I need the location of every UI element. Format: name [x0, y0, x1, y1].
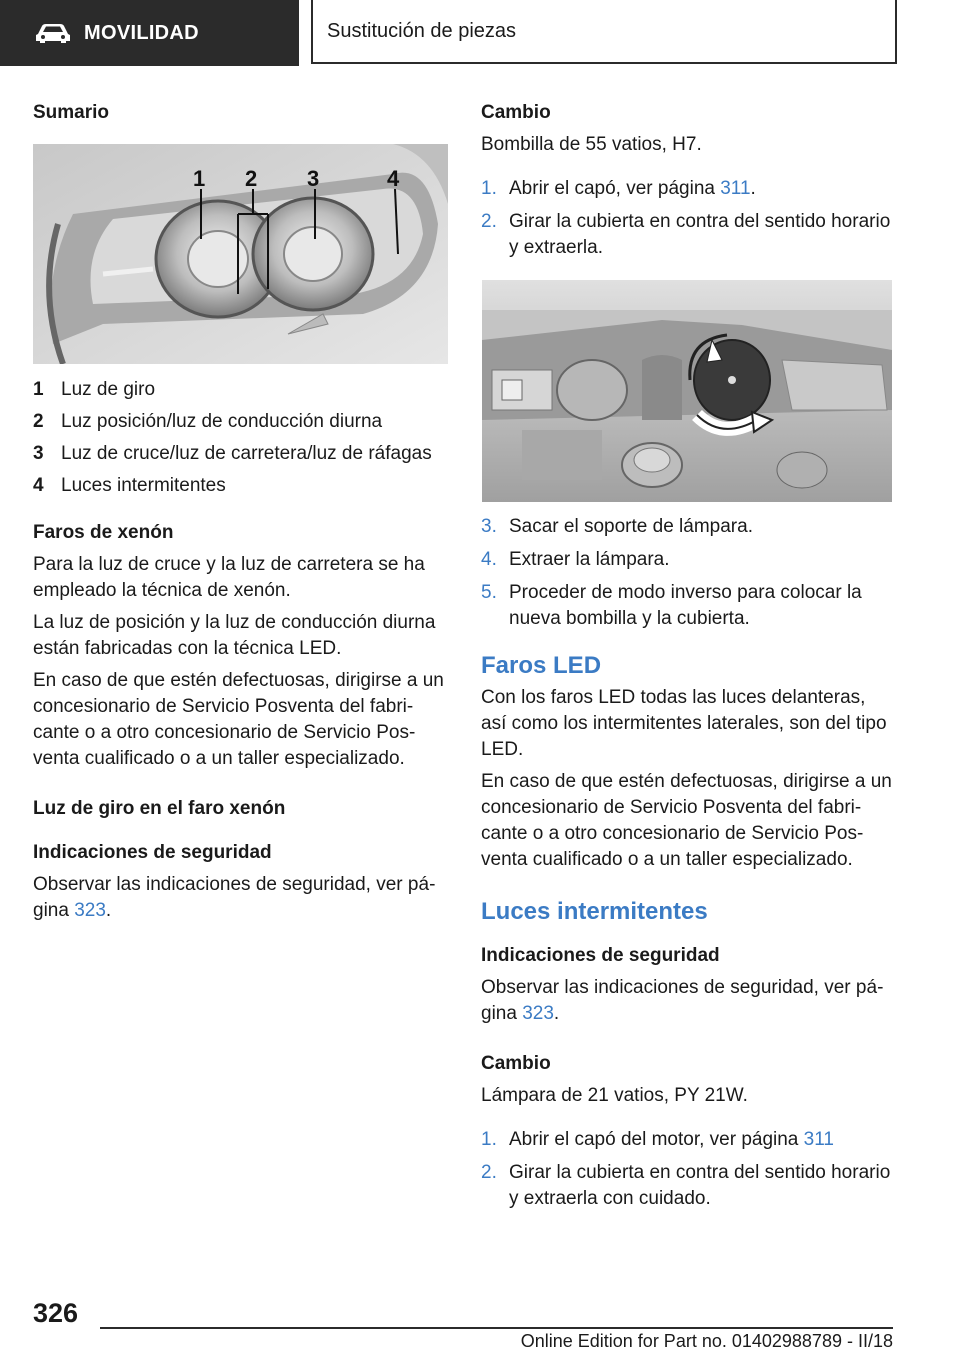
section-label: MOVILIDAD: [84, 21, 199, 44]
footer-divider: [100, 1327, 893, 1329]
page-link-323[interactable]: 323: [522, 1003, 554, 1024]
chapter-title: Sustitución de piezas: [327, 19, 517, 42]
xenon-paragraph-1: Para la luz de cruce y la luz de carretera se ha empleado la técnica de xenón.: [33, 554, 425, 601]
callout-4: 4: [387, 166, 400, 191]
chapter-title-box: [311, 0, 897, 64]
page-link-311[interactable]: 311: [720, 178, 751, 199]
step-item: 1. Abrir el capó del motor, ver página 311: [481, 1129, 834, 1150]
step-item: 4. Extraer la lámpara.: [481, 549, 670, 570]
sumario-heading: Sumario: [33, 102, 110, 123]
callout-1: 1: [193, 166, 206, 191]
section-tab: [0, 0, 299, 66]
step-item: 1. Abrir el capó, ver página 311.: [481, 178, 756, 199]
page-number: 326: [33, 1298, 79, 1328]
headlight-photo: [33, 144, 448, 364]
step-item: 5. Proceder de modo inverso para colocar la nueva bombilla y la cubierta.: [481, 582, 862, 629]
cambio-text: Bombilla de 55 vatios, H7.: [481, 134, 702, 155]
legend-item: 1 Luz de giro: [33, 379, 156, 400]
legend-item: 4 Luces intermitentes: [33, 475, 226, 496]
legend-item: 2 Luz posición/luz de conducción diurna: [33, 411, 383, 432]
turn-light-heading: Luz de giro en el faro xenón: [33, 798, 286, 819]
steps-list-b: [481, 514, 893, 632]
safety-paragraph: Observar las indicaciones de seguridad, ver página 323.: [33, 874, 436, 921]
legend-item: 3 Luz de cruce/luz de carretera/luz de ráfagas: [33, 443, 432, 464]
page-link-311[interactable]: 311: [803, 1129, 834, 1150]
xenon-paragraph-2: La luz de posición y la luz de conducción diurna están fabricadas con la técnica LED.: [33, 612, 436, 659]
right-column: [481, 100, 893, 1219]
turn-signal-heading: Luces intermitentes: [481, 898, 708, 925]
engine-bay-photo: [481, 280, 893, 502]
led-paragraph-1: Con los faros LED todas las luces delanteras, así como los intermitentes laterales, son del tipo LED.: [481, 687, 887, 760]
safety-heading-right: Indicaciones de seguridad: [481, 945, 720, 966]
legend-list: [33, 374, 448, 502]
cambio-heading: Cambio: [481, 102, 551, 123]
safety-paragraph-right: Observar las indicaciones de seguridad, ver página 323.: [481, 977, 884, 1024]
left-column: [33, 100, 448, 930]
cambio2-heading: Cambio: [481, 1053, 551, 1074]
cambio2-text: Lámpara de 21 vatios, PY 21W.: [481, 1085, 748, 1106]
steps-list-c: [481, 1127, 893, 1212]
led-heading: Faros LED: [481, 652, 602, 679]
callout-2: 2: [245, 166, 258, 191]
steps-list-a: [481, 176, 893, 261]
xenon-heading: Faros de xenón: [33, 522, 174, 543]
xenon-paragraph-3: En caso de que estén defectuosas, dirigirse a un concesionario de Servicio Posventa del fabricante o a otro concesionario de Servicio Posventa cualificado o a un taller especializado.: [33, 670, 444, 769]
car-icon: [34, 22, 72, 44]
step-item: 2. Girar la cubierta en contra del sentido horario y extraerla con cuidado.: [481, 1162, 891, 1209]
edition-text: Online Edition for Part no. 01402988789 - II/18: [520, 1331, 893, 1351]
step-item: 2. Girar la cubierta en contra del sentido horario y extraerla.: [481, 211, 891, 258]
page-link-323[interactable]: 323: [74, 900, 106, 921]
safety-heading: Indicaciones de seguridad: [33, 842, 272, 863]
callout-3: 3: [307, 166, 320, 191]
led-paragraph-2: En caso de que estén defectuosas, dirigirse a un concesionario de Servicio Posventa del fabricante o a otro concesionario de Servicio Posventa cualificado o a un taller especializado.: [481, 771, 892, 870]
step-item: 3. Sacar el soporte de lámpara.: [481, 516, 753, 537]
